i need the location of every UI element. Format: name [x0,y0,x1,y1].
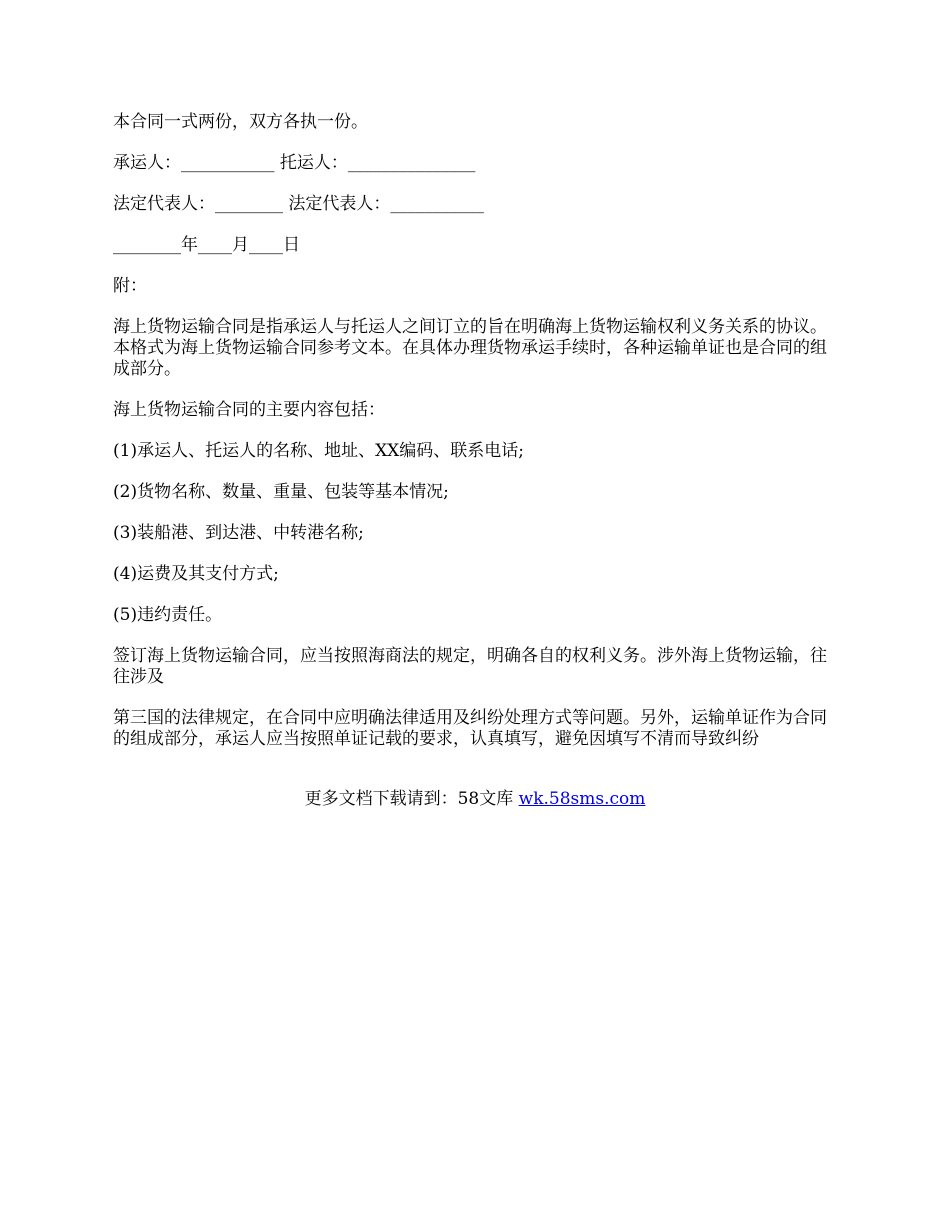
footer-download-note [0,789,950,810]
paragraph-signing: 签订海上货物运输合同，应当按照海商法的规定，明确各自的权利义务。涉外海上货物运输，往往涉及 [113,646,827,687]
list-item: (2)货物名称、数量、重量、包装等基本情况; [113,482,449,502]
paragraph-copies: 本合同一式两份，双方各执一份。 [113,112,368,132]
paragraph-main-contents: 海上货物运输合同的主要内容包括： [113,400,385,420]
paragraph-legal-representatives: 法定代表人：________ 法定代表人：___________ [113,194,484,214]
paragraph-carrier-shipper: 承运人：___________ 托运人：_______________ [113,153,476,173]
paragraph-appendix-label: 附： [113,276,147,296]
document-body [113,112,841,770]
footer-prefix: 更多文档下载请到：58文库 [304,789,519,809]
paragraph-definition: 海上货物运输合同是指承运人与托运人之间订立的旨在明确海上货物运输权利义务关系的协议。本格式为海上货物运输合同参考文本。在具体办理货物承运手续时，各种运输单证也是合同的组成部分。 [113,317,827,379]
paragraph-third-country: 第三国的法律规定，在合同中应明确法律适用及纠纷处理方式等问题。另外，运输单证作为合同的组成部分，承运人应当按照单证记载的要求，认真填写，避免因填写不清而导致纠纷 [113,708,827,749]
list-item: (1)承运人、托运人的名称、地址、XX编码、联系电话; [113,441,525,461]
list-item: (5)违约责任。 [113,605,223,625]
list-item: (4)运费及其支付方式; [113,564,279,584]
list-item: (3)装船港、到达港、中转港名称; [113,523,364,543]
footer-link[interactable]: wk.58sms.com [518,789,646,809]
paragraph-date: ________年____月____日 [113,235,300,255]
